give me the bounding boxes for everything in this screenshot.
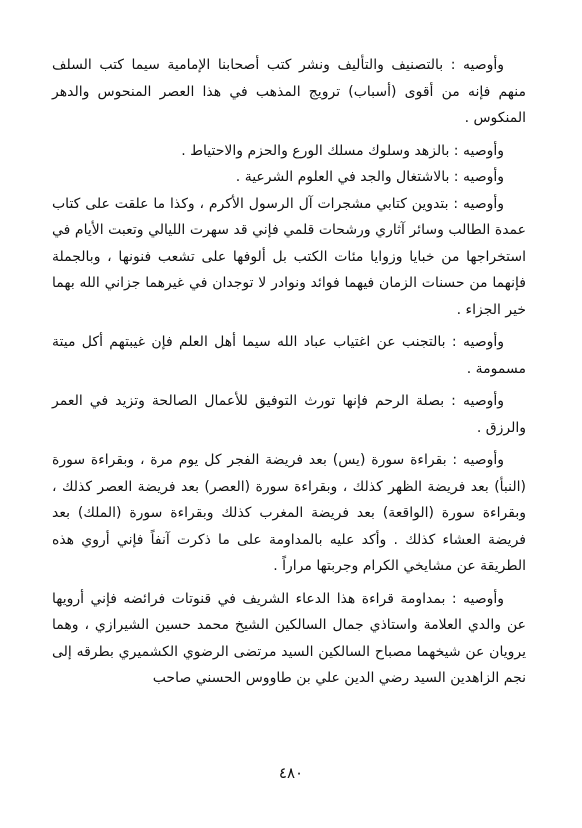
paragraph-4: وأوصيه : بتدوين كتابي مشجرات آل الرسول الأكرم ، وكذا ما علقت على كتاب عمدة الطالب وسائر آثاري ورشحات قلمي فإني قد سهرت الليالي وتعبت الأيام في استخراجها من خبايا وزوايا مئات الكتب بل ألوفها على تشعب فنونها ، وبالجملة فإنهما من حسنات الزمان فيهما فوائد ونوادر لا توجدان في غيرهما جزاني الله بهما خير الجزاء . <box>52 195 526 318</box>
document-body <box>52 52 526 692</box>
paragraph-1: وأوصيه : بالتصنيف والتأليف ونشر كتب أصحابنا الإمامية سيما كتب السلف منهم فإنه من أقوى (أسباب) ترويج المذهب في هذا العصر المنحوس والدهر المنكوس . <box>52 57 526 126</box>
paragraph-2: وأوصيه : بالزهد وسلوك مسلك الورع والحزم والاحتياط . <box>181 142 504 159</box>
page-number: ٤٨٠ <box>278 764 304 782</box>
paragraph-3: وأوصيه : بالاشتغال والجد في العلوم الشرعية . <box>235 169 504 185</box>
paragraph-6: وأوصيه : بصلة الرحم فإنها تورث التوفيق للأعمال الصالحة وتزيد في العمر والرزق . <box>52 393 526 436</box>
paragraph-8: وأوصيه : بمداومة قراءة هذا الدعاء الشريف في قنوتات فرائضه فإني أرويها عن والدي العلامة واستاذي جمال السالكين الشيخ محمد حسين الشيرازي ، وهما يرويان عن شيخهما مصباح السالكين السيد مرتضى الرضوي الكشميري بطرقه إلى نجم الزاهدين السيد رضي الدين علي بن طاووس الحسني صاحب <box>52 590 526 686</box>
paragraph-5: وأوصيه : بالتجنب عن اغتياب عباد الله سيما أهل العلم فإن غيبتهم أكل ميتة مسمومة . <box>52 334 526 377</box>
paragraph-7: وأوصيه : بقراءة سورة (يس) بعد فريضة الفجر كل يوم مرة ، وبقراءة سورة (النبأ) بعد فريضة الظهر كذلك ، وبقراءة سورة (العصر) بعد فريضة العصر كذلك ، وبقراءة سورة (الواقعة) بعد فريضة المغرب كذلك وبقراءة سورة (الملك) بعد فريضة العشاء كذلك . وأكد عليه بالمداومة على ما ذكرت آنفاً فإني أروي هذه الطريقة عن مشايخي الكرام وجربتها مراراً . <box>52 452 526 574</box>
